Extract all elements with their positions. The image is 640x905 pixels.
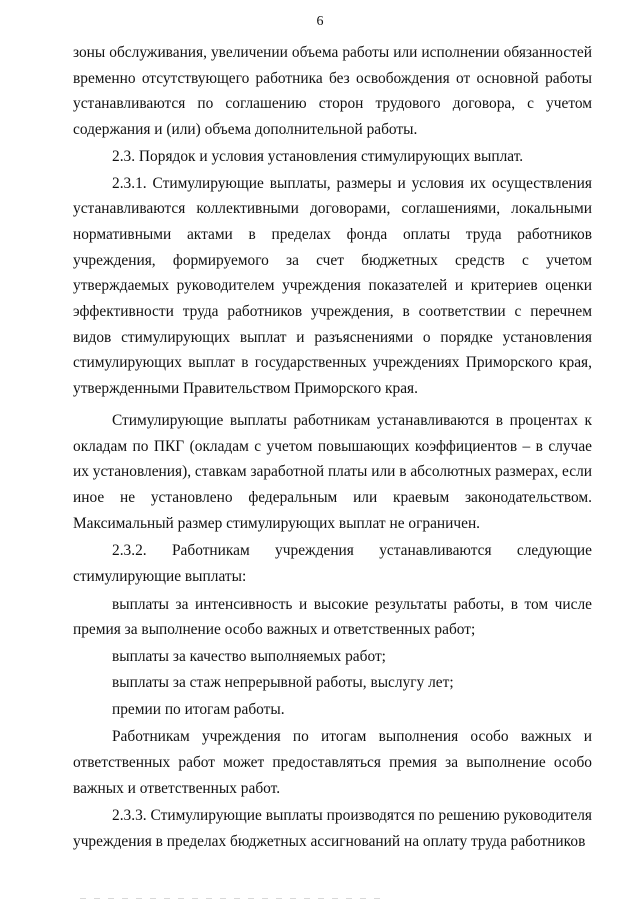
paragraph-2-3-3: 2.3.3. Стимулирующие выплаты производятся по решению руководителя учреждения в пределах бюджетных ассигнований на оплату труда работников — [73, 807, 592, 851]
page-number: 6 — [316, 14, 324, 29]
paragraph-important-work-bonus: Работникам учреждения по итогам выполнения особо важных и ответственных работ может предоставляться премия за выполнение особо важных и ответственных работ. — [73, 728, 592, 797]
list-item-bonus-results: премии по итогам работы. — [112, 700, 285, 718]
paragraph-continuation: зоны обслуживания, увеличении объема работы или исполнении обязанностей временно отсутствующего работника без освобождения от основной работы устанавливаются по соглашению сторон трудового договора, с учетом содержания и (или) объема дополнительной работы. — [73, 44, 592, 139]
paragraph-2-3-1: 2.3.1. Стимулирующие выплаты, размеры и условия их осуществления устанавливаются коллективными договорами, соглашениями, локальными нормативными актами в пределах фонда оплаты труда работников учреждения, формируемого за счет бюджетных средств с учетом утверждаемых руководителем учреждения показателей и критериев оценки эффективности труда работников учреждения, в соответствии с перечнем видов стимулирующих выплат и разъяснениями о порядке установления стимулирующих выплат в государственных учреждениях Приморского края, утвержденными Правительством Приморского края. — [73, 174, 592, 398]
section-heading-2-3: 2.3. Порядок и условия установления стимулирующих выплат. — [112, 147, 524, 165]
document-body — [73, 40, 592, 855]
scan-edge-artifact — [80, 898, 380, 899]
paragraph-2-3-2: 2.3.2. Работникам учреждения устанавливаются следующие стимулирующие выплаты: — [73, 542, 592, 586]
paragraph-stimulating-payments-percent: Стимулирующие выплаты работникам устанавливаются в процентах к окладам по ПКГ (окладам с учетом повышающих коэффициентов – в случае их установления), ставкам заработной платы или в абсолютных размерах, если иное не установлено федеральным или краевым законодательством. Максимальный размер стимулирующих выплат не ограничен. — [73, 411, 592, 532]
list-item-seniority-payments: выплаты за стаж непрерывной работы, выслугу лет; — [112, 673, 454, 691]
list-item-intensity-payments: выплаты за интенсивность и высокие результаты работы, в том числе премия за выполнение особо важных и ответственных работ; — [73, 595, 592, 639]
list-item-quality-payments: выплаты за качество выполняемых работ; — [112, 648, 386, 666]
